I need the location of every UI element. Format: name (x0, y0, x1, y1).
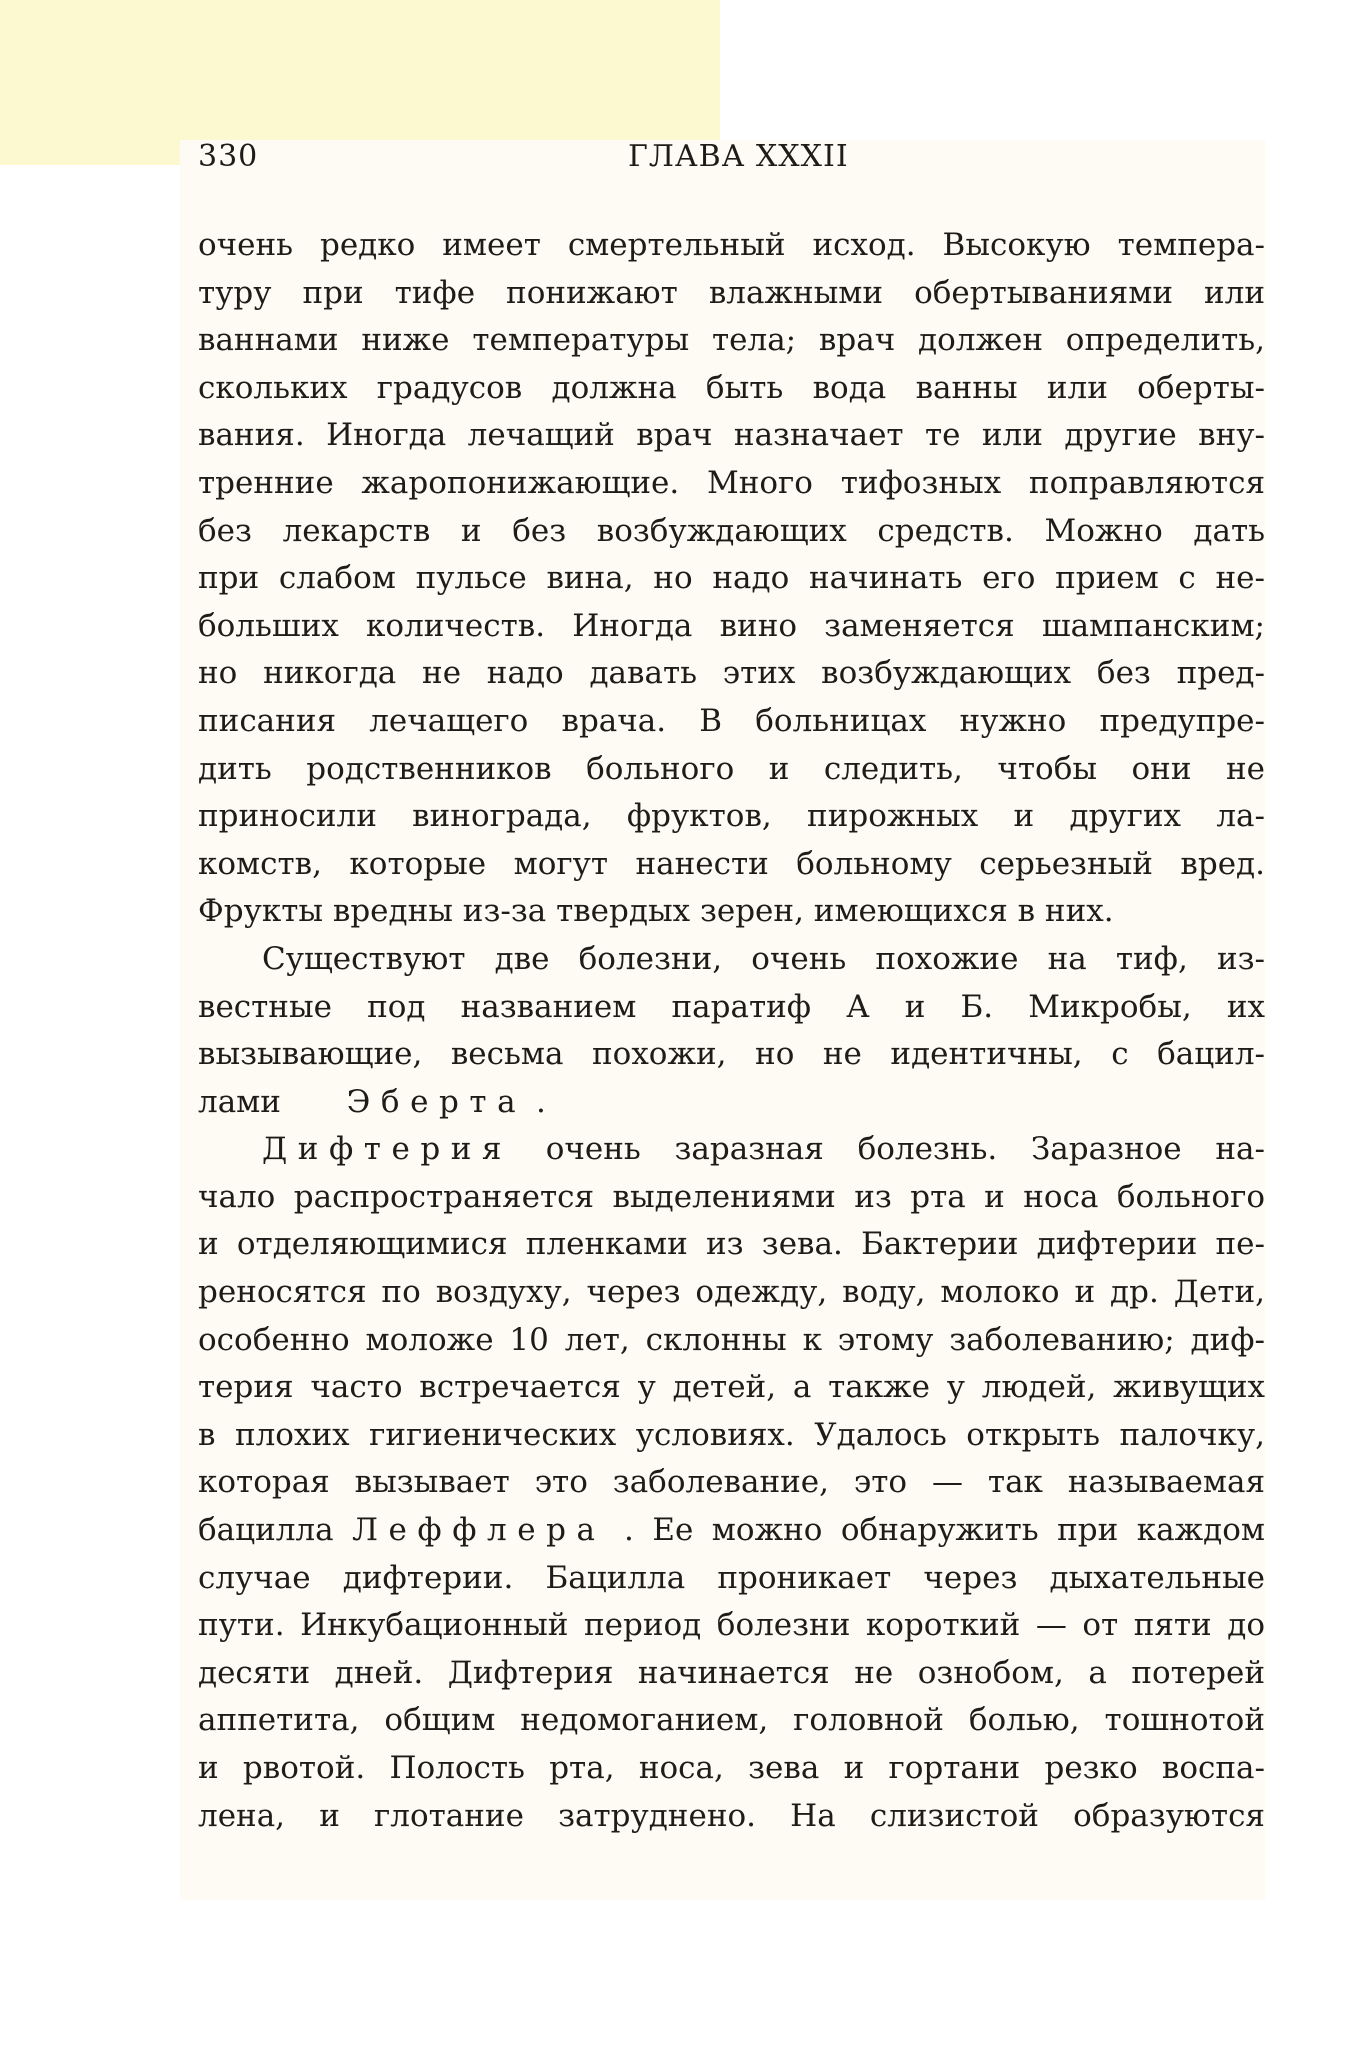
text-line: и рвотой. Полость рта, носа, зева и гортани резко воспа- (198, 1750, 1265, 1786)
text-line: лена, и глотание затруднено. На слизистой образуются (198, 1797, 1265, 1834)
text-fragment: бацилла (198, 1512, 334, 1549)
text-line: реносятся по воздуху, через одежду, воду, молоко и др. Дети, (198, 1274, 1265, 1311)
text-line: пути. Инкубационный период болезни короткий — от пяти до (198, 1607, 1265, 1644)
page-header (198, 140, 1265, 188)
text-line: туру при тифе понижают влажными обертываниями или (198, 274, 1265, 311)
text-line: вызывающие, весьма похожи, но не идентичны, с бацил- (198, 1036, 1265, 1073)
chapter-heading: ГЛАВА XXXII (628, 139, 849, 174)
text-fragment: . Ее можно обнаружить при каждом (624, 1512, 1266, 1549)
text-line: тренние жаропонижающие. Много тифозных поправляются (198, 464, 1265, 501)
text-fragment: лами (198, 1083, 281, 1120)
text-line: больших количеств. Иногда вино заменяется шампанским; (198, 607, 1265, 644)
text-line: особенно моложе 10 лет, склонны к этому заболеванию; диф- (198, 1321, 1265, 1358)
text-line: скольких градусов должна быть вода ванны или оберты- (198, 369, 1265, 406)
text-line: и отделяющимися пленками из зева. Бактерии дифтерии пе- (198, 1226, 1265, 1263)
text-line: случае дифтерии. Бацилла проникает через дыхательные (198, 1559, 1265, 1596)
text-line: аппетита, общим недомоганием, головной болью, тошнотой (198, 1702, 1265, 1739)
spaced-name: Эберта (346, 1083, 527, 1120)
text-line: писания лечащего врача. В больницах нужно предупре- (198, 702, 1265, 739)
text-line: Фрукты вредны из-за твердых зерен, имеющихся в них. (198, 893, 1114, 930)
text-line: вестные под названием паратиф А и Б. Микробы, их (198, 988, 1265, 1025)
page-number: 330 (198, 139, 259, 174)
text-line: комств, которые могут нанести больному серьезный вред. (198, 845, 1265, 882)
body-text (198, 222, 1265, 1840)
text-line: десяти дней. Дифтерия начинается не ознобом, а потерей (198, 1654, 1265, 1691)
text-line: ваннами ниже температуры тела; врач должен определить, (198, 322, 1265, 359)
text-line: Существуют две болезни, очень похожие на тиф, из- (262, 940, 1265, 977)
text-line: дить родственников больного и следить, чтобы они не (198, 750, 1265, 787)
text-line: при слабом пульсе вина, но надо начинать его прием с не- (198, 560, 1265, 597)
text-line: очень редко имеет смертельный исход. Высокую темпера- (198, 227, 1265, 263)
text-line: в плохих гигиенических условиях. Удалось открыть палочку, (198, 1416, 1265, 1453)
text-line (198, 1126, 1265, 1174)
text-fragment: очень заразная болезнь. Заразное на- (545, 1131, 1265, 1168)
text-line (198, 1079, 1265, 1127)
text-line: чало распространяется выделениями из рта и носа больного (198, 1178, 1265, 1215)
text-fragment: . (535, 1083, 546, 1120)
spaced-term: Дифтерия (262, 1131, 513, 1168)
book-page (180, 140, 1265, 1900)
text-line (198, 1507, 1265, 1555)
spaced-name: Леффлера (352, 1512, 606, 1549)
text-line: вания. Иногда лечащий врач назначает те или другие вну- (198, 417, 1265, 454)
text-line: но никогда не надо давать этих возбуждающих без пред- (198, 655, 1265, 692)
text-line: без лекарств и без возбуждающих средств. Можно дать (198, 512, 1265, 549)
text-line: приносили винограда, фруктов, пирожных и других ла- (198, 798, 1265, 835)
text-line: которая вызывает это заболевание, это — так называемая (198, 1464, 1265, 1501)
text-line: терия часто встречается у детей, а также у людей, живущих (198, 1369, 1265, 1406)
